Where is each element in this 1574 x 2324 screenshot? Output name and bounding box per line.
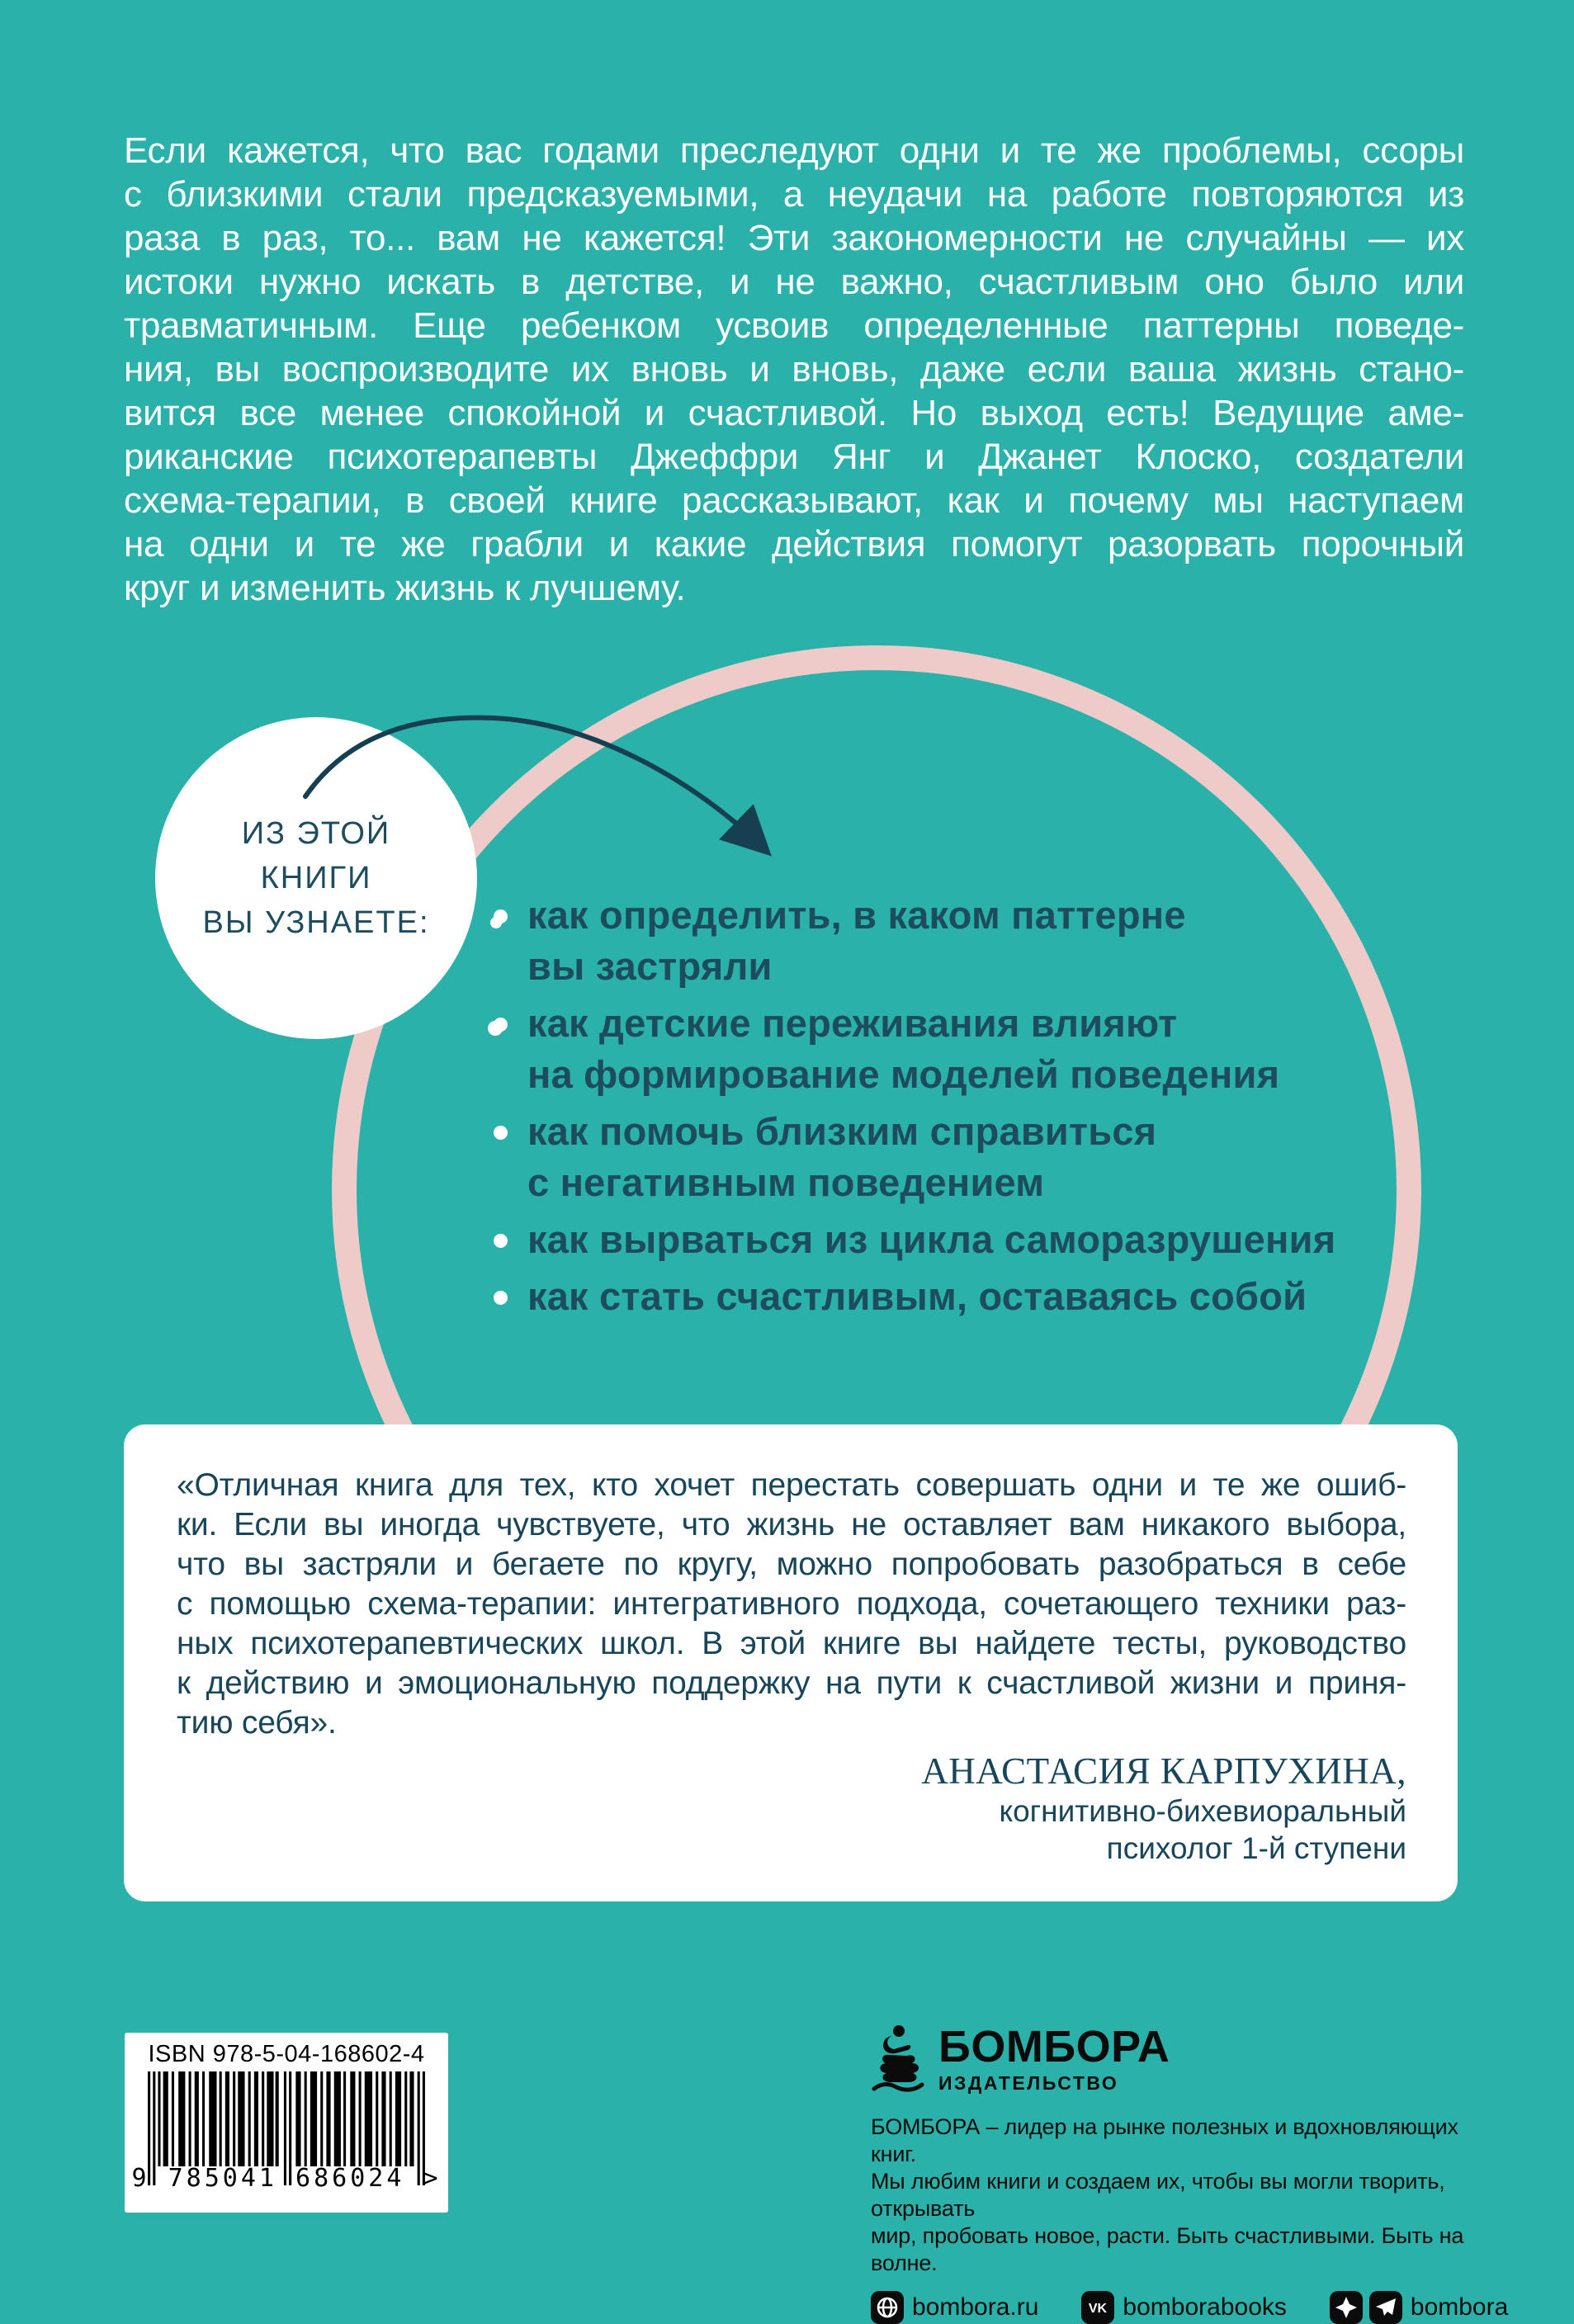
intro-line: с близкими стали предсказуемыми, а неудачи на работе повторяются из (124, 174, 1464, 215)
quote-author: АНАСТАСИЯ КАРПУХИНА, (921, 1750, 1406, 1792)
quote-line: ки. Если вы иногда чувствуете, что жизнь не оставляет вам никакого выбора, (177, 1507, 1406, 1542)
quote-line: тию себя». (177, 1705, 337, 1741)
isbn-card (125, 2033, 448, 2213)
bullet-text: как определить, в каком паттерне вы застряли (527, 893, 1186, 988)
intro-line: истоки нужно искать в детстве, и не важно, счастливым оно было или (124, 262, 1464, 302)
quote-line: «Отличная книга для тех, кто хочет перестать совершать одни и те же ошиб- (177, 1467, 1406, 1503)
bullet-item (494, 1214, 1426, 1265)
intro-line: травматичным. Еще ребенком усвоив определенные паттерны поведе- (124, 305, 1464, 346)
quote-author-credential: когнитивно-бихевиоральный (999, 1794, 1406, 1828)
quote-line: ных психотерапевтических школ. В этой книге вы найдете тесты, руководство (177, 1626, 1406, 1661)
description-line: БОМБОРА – лидер на рынке полезных и вдохновляющих книг. (871, 2114, 1458, 2166)
bullet-item (494, 890, 1426, 992)
quote-line: с помощью схема-терапии: интегративного подхода, сочетающего техники раз- (177, 1586, 1406, 1622)
intro-line: круг и изменить жизнь к лучшему. (124, 568, 686, 608)
bullet-dot-icon (494, 909, 508, 923)
telegram-icon (1369, 2291, 1402, 2324)
quote-line: к действию и эмоциональную поддержку на пути к счастливой жизни и приня- (177, 1665, 1406, 1701)
sparkle-icon (1330, 2291, 1363, 2324)
intro-line: раза в раз, то... вам не кажется! Эти закономерности не случайны — их (124, 218, 1464, 258)
quote-author-credential: психолог 1-й ступени (1106, 1831, 1406, 1865)
bullet-dot-icon (494, 1126, 508, 1140)
bullet-text: как помочь близким справиться с негативным поведением (527, 1109, 1157, 1204)
intro-line: Если кажется, что вас годами преследуют одни и те же проблемы, ссоры (124, 130, 1464, 171)
isbn-label: ISBN 978-5-04-168602-4 (148, 2041, 425, 2067)
website-label: bombora.ru (912, 2293, 1039, 2321)
description-line: мир, пробовать новое, расти. Быть счастливыми. Быть на волне. (871, 2223, 1464, 2275)
learn-circle-text: ИЗ ЭТОЙ КНИГИ ВЫ УЗНАЕТЕ: (202, 816, 430, 940)
vk-icon (1081, 2291, 1114, 2324)
bullet-dot-icon (494, 1018, 508, 1032)
intro-paragraph (124, 129, 1464, 610)
surfer-icon (871, 2024, 925, 2093)
bullet-text: как вырваться из цикла саморазрушения (527, 1217, 1336, 1261)
quote-line: что вы застряли и бегаете по кругу, можно попробовать разобраться в себе (177, 1547, 1406, 1582)
bullet-text: как детские переживания влияют на формирование моделей поведения (527, 1001, 1280, 1096)
arrow-icon (272, 693, 817, 887)
svg-text:VK: VK (1089, 2302, 1108, 2316)
bullet-text: как стать счастливым, оставаясь собой (527, 1274, 1307, 1318)
bullet-item (494, 1106, 1426, 1208)
intro-line: схема-терапии, в своей книге рассказывают, как и почему мы наступаем (124, 480, 1464, 521)
bullet-item (494, 1271, 1426, 1322)
quote-attribution (177, 1750, 1406, 1867)
publisher-block (871, 2022, 1509, 2324)
telegram-label: bombora (1410, 2293, 1509, 2321)
bullet-dot-icon (494, 1234, 508, 1248)
learn-bullets (494, 890, 1426, 1328)
quote-card (124, 1424, 1458, 1901)
publisher-description (871, 2114, 1486, 2277)
intro-line: риканские психотерапевты Джеффри Янг и Джанет Клоско, создатели (124, 437, 1464, 477)
bombora-logo (871, 2024, 1486, 2095)
publisher-wordmark (938, 2024, 1170, 2095)
vk-label: bomborabooks (1123, 2293, 1287, 2321)
publisher-name: БОМБОРА (938, 2022, 1170, 2071)
publisher-subtitle: ИЗДАТЕЛЬСТВО (938, 2072, 1119, 2094)
bullet-item (494, 998, 1426, 1100)
globe-icon (871, 2291, 904, 2324)
description-line: Мы любим книги и создаем их, чтобы вы могли творить, открывать (871, 2169, 1445, 2221)
intro-line: вится все менее спокойной и счастливой. Но выход есть! Ведущие аме- (124, 393, 1464, 433)
intro-line: на одни и те же грабли и какие действия помогут разорвать порочный (124, 524, 1464, 564)
bullet-dot-icon (494, 1291, 508, 1305)
intro-line: ния, вы воспроизводите их вновь и вновь, даже если ваша жизнь стано- (124, 349, 1464, 390)
social-row (871, 2291, 1509, 2324)
barcode-digits: 9 785041 686024 > (131, 2164, 442, 2193)
